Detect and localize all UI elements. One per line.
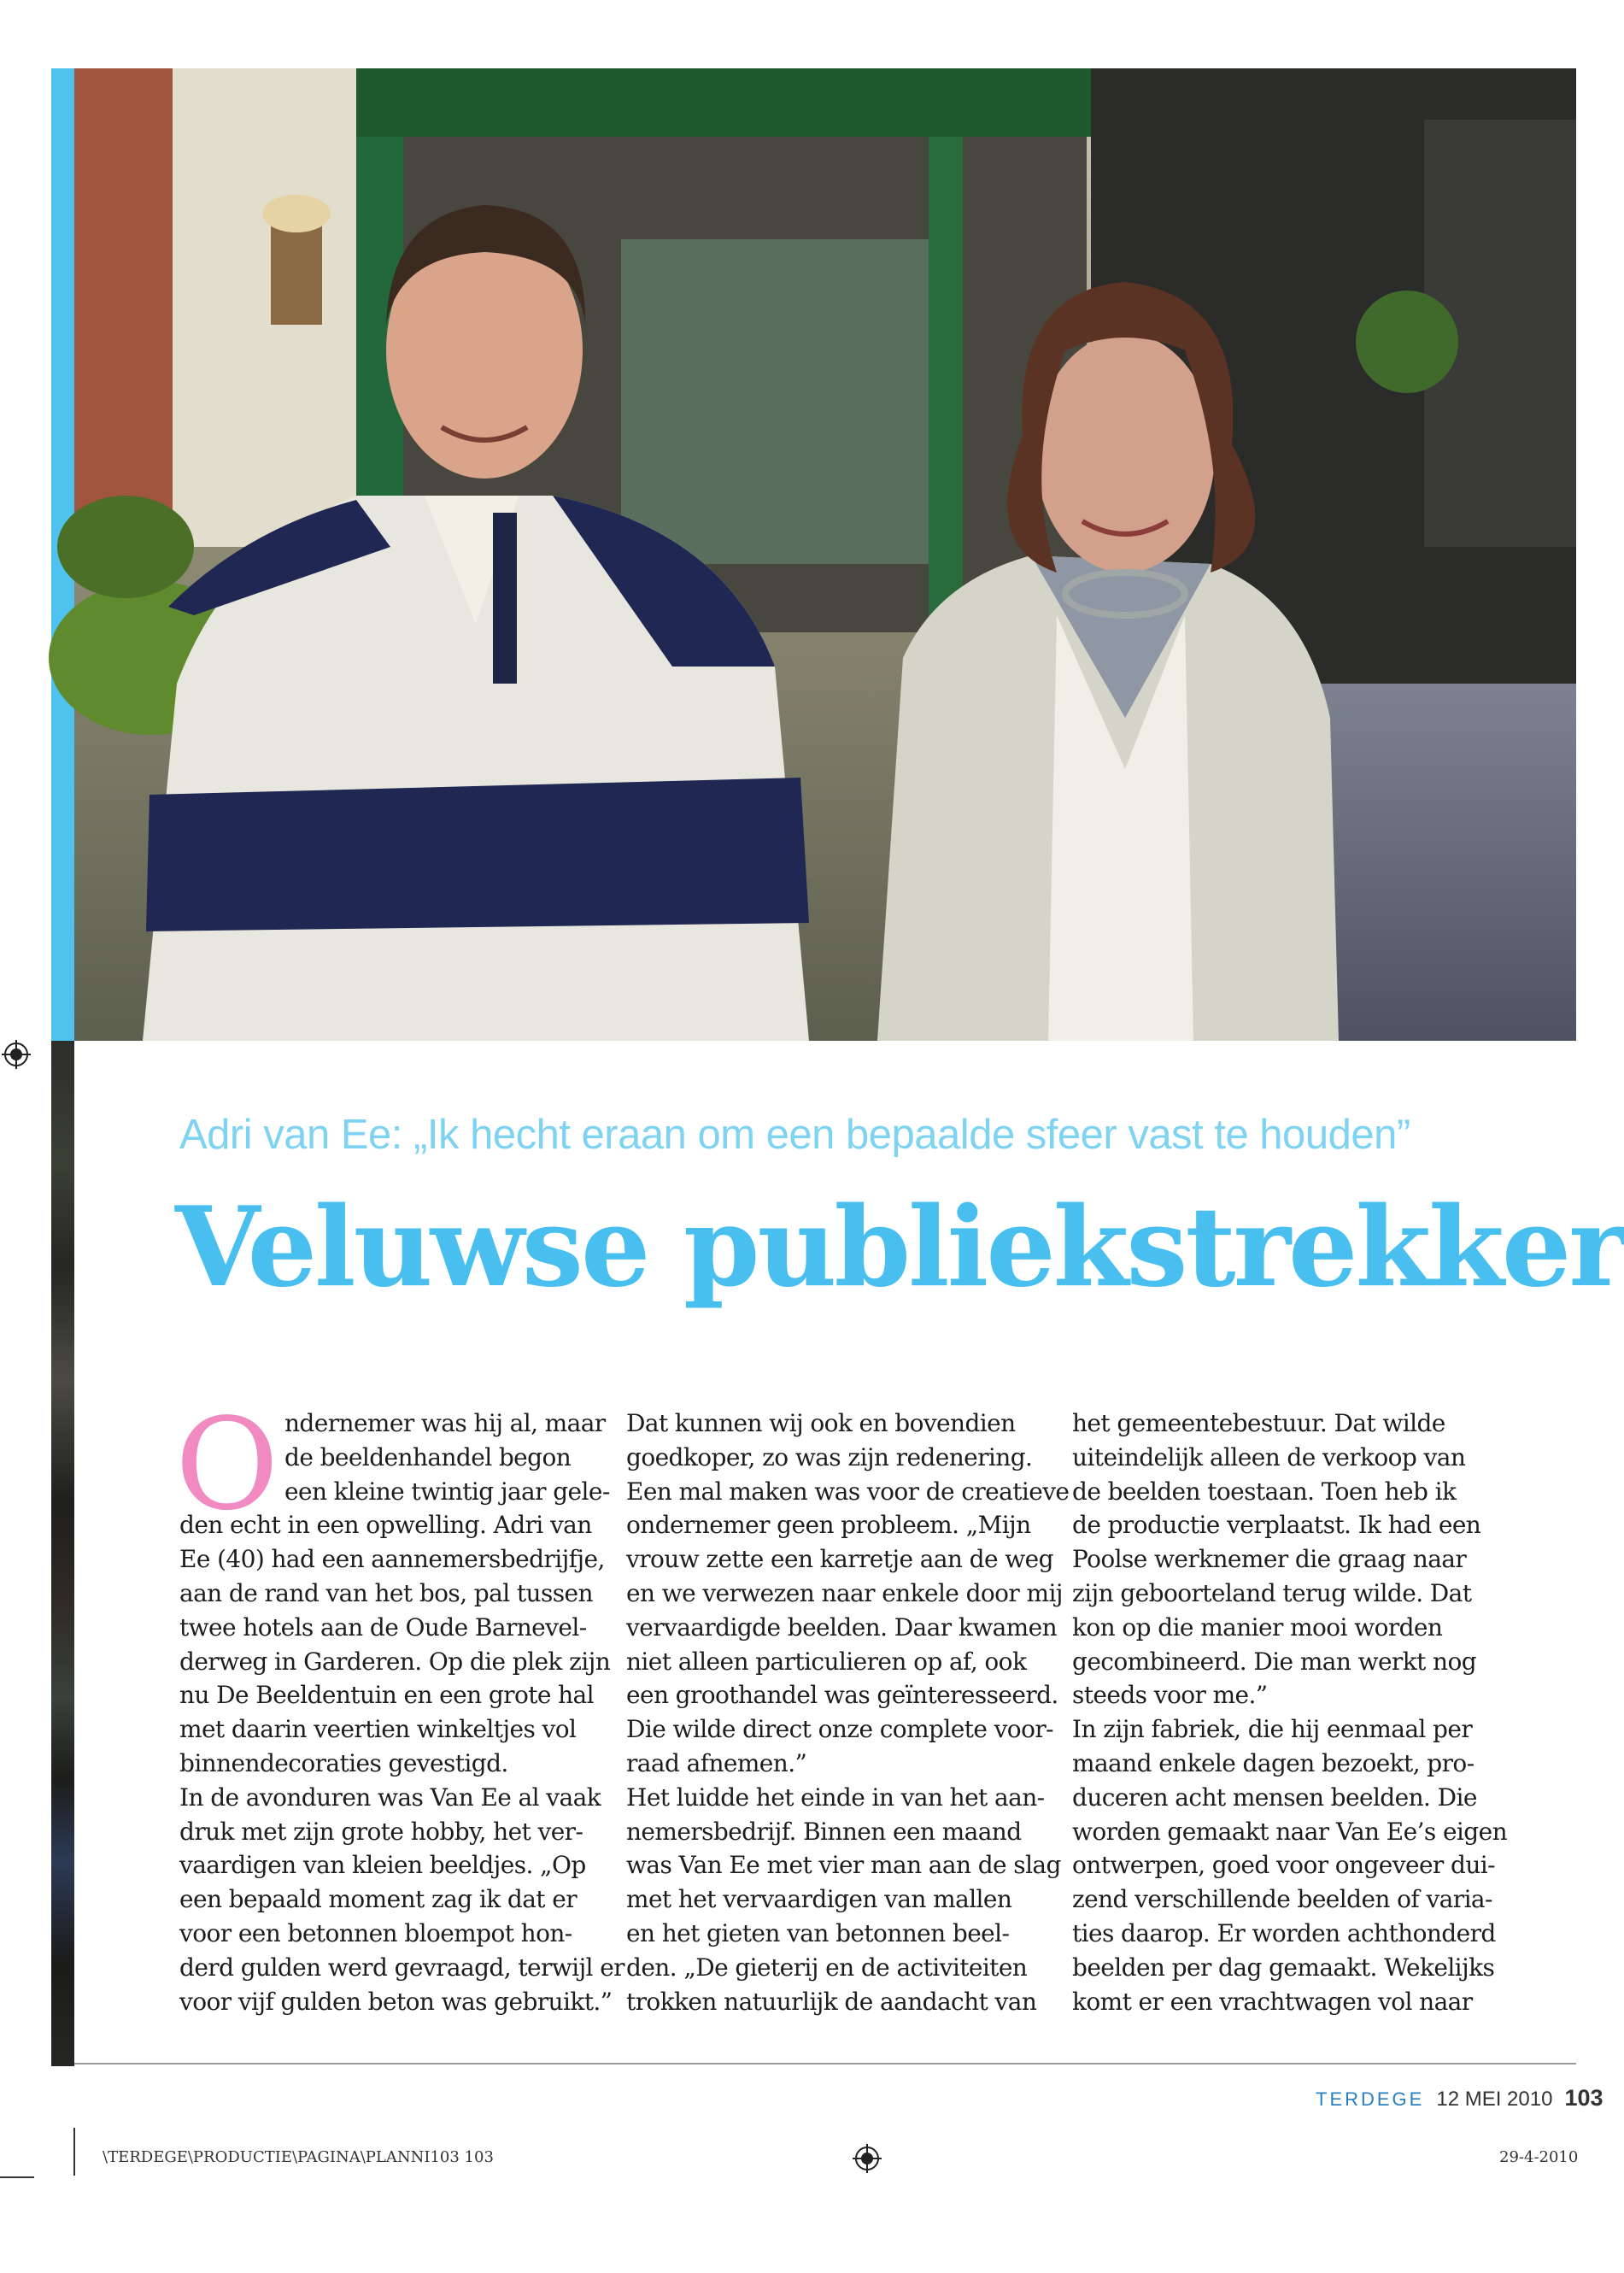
article-column-1 <box>179 1407 624 2018</box>
body-line: de beelden toestaan. Toen heb ik <box>1072 1477 1457 1506</box>
body-line: beelden per dag gemaakt. Wekelijks <box>1072 1953 1495 1982</box>
magazine-brand: TERDEGE <box>1316 2088 1425 2110</box>
body-line: derweg in Garderen. Op die plek zijn <box>179 1647 611 1676</box>
issue-date: 12 MEI 2010 <box>1436 2088 1553 2111</box>
page-number: 103 <box>1564 2085 1603 2111</box>
body-line: was Van Ee met vier man aan de slag <box>626 1851 1061 1880</box>
drop-cap: O <box>175 1391 279 1538</box>
body-line: binnendecoraties gevestigd. <box>179 1748 508 1777</box>
page-footer <box>1316 2085 1603 2111</box>
article-photo <box>74 68 1576 1041</box>
body-line: maand enkele dagen bezoekt, pro- <box>1072 1748 1474 1777</box>
body-line: voor een betonnen bloempot hon- <box>179 1918 572 1947</box>
body-line: komt er een vrachtwagen vol naar <box>1072 1987 1473 2016</box>
article-column-2 <box>626 1407 1070 2018</box>
body-line: den echt in een opwelling. Adri van <box>179 1511 592 1540</box>
body-line: een bepaald moment zag ik dat er <box>179 1885 577 1914</box>
body-line: raad afnemen.” <box>626 1748 807 1777</box>
page-edge-strip-photo <box>51 1041 74 2066</box>
body-line: zend verschillende beelden of varia- <box>1072 1885 1492 1914</box>
body-line: uiteindelijk alleen de verkoop van <box>1072 1442 1466 1471</box>
body-line: vaardigen van kleien beeldjes. „Op <box>179 1851 586 1880</box>
body-line: druk met zijn grote hobby, het ver- <box>179 1817 583 1846</box>
body-line: ties daarop. Er worden achthonderd <box>1072 1918 1496 1947</box>
body-line: vrouw zette een karretje aan de weg <box>626 1545 1053 1574</box>
body-line: een groothandel was geïnteresseerd. <box>626 1681 1058 1710</box>
body-line: twee hotels aan de Oude Barnevel- <box>179 1612 587 1642</box>
article-subtitle: Adri van Ee: „Ik hecht eraan om een bepaalde sfeer vast te houden” <box>179 1112 1410 1158</box>
body-line: ndernemer was hij al, maar <box>284 1409 606 1437</box>
body-line: aan de rand van het bos, pal tussen <box>179 1578 593 1607</box>
article-title: Veluwse publiekstrekker <box>175 1183 1624 1312</box>
body-line: Dat kunnen wij ook en bovendien <box>626 1409 1016 1437</box>
body-line: het gemeentebestuur. Dat wilde <box>1072 1409 1445 1437</box>
body-line: Poolse werknemer die graag naar <box>1072 1545 1467 1574</box>
body-line: een kleine twintig jaar gele- <box>284 1477 610 1506</box>
body-line: voor vijf gulden beton was gebruikt.” <box>179 1987 613 2016</box>
body-line: Ee (40) had een aannemersbedrijfje, <box>179 1545 605 1574</box>
body-line: ontwerpen, goed voor ongeveer dui- <box>1072 1851 1495 1880</box>
photo-of-two-people-icon <box>74 68 1576 1041</box>
crop-mark <box>73 2128 75 2176</box>
print-slug-date: 29-4-2010 <box>1499 2148 1579 2166</box>
crop-mark <box>0 2176 34 2178</box>
article-bottom-rule <box>74 2063 1576 2064</box>
body-line: zijn geboorteland terug wilde. Dat <box>1072 1578 1472 1607</box>
body-line: derd gulden werd gevraagd, terwijl er <box>179 1953 624 1982</box>
body-line: en het gieten van betonnen beel- <box>626 1918 1010 1947</box>
body-line: en we verwezen naar enkele door mij <box>626 1578 1063 1607</box>
body-line: met het vervaardigen van mallen <box>626 1885 1012 1914</box>
body-line: nu De Beeldentuin en een grote hal <box>179 1681 595 1710</box>
print-slug-path: \TERDEGE\PRODUCTIE\PAGINA\PLANNI103 103 <box>103 2148 494 2166</box>
body-line: trokken natuurlijk de aandacht van <box>626 1987 1037 2016</box>
body-line: niet alleen particulieren op af, ook <box>626 1647 1027 1676</box>
body-line: goedkoper, zo was zijn redenering. <box>626 1442 1033 1471</box>
body-line: nemersbedrijf. Binnen een maand <box>626 1817 1022 1846</box>
body-line: vervaardigde beelden. Daar kwamen <box>626 1612 1058 1642</box>
registration-mark-icon <box>853 2144 882 2176</box>
body-line: In de avonduren was Van Ee al vaak <box>179 1783 601 1812</box>
body-line: de productie verplaatst. Ik had een <box>1072 1511 1481 1540</box>
body-line: met daarin veertien winkeltjes vol <box>179 1715 577 1744</box>
body-line: steeds voor me.” <box>1072 1681 1268 1710</box>
body-line: In zijn fabriek, die hij eenmaal per <box>1072 1715 1473 1744</box>
body-line: de beeldenhandel begon <box>284 1442 572 1471</box>
registration-mark-icon <box>2 1040 31 1072</box>
body-line: Een mal maken was voor de creatieve <box>626 1477 1070 1506</box>
body-line: duceren acht mensen beelden. Die <box>1072 1783 1477 1812</box>
body-line: Die wilde direct onze complete voor- <box>626 1715 1053 1744</box>
body-line: gecombineerd. Die man werkt nog <box>1072 1647 1477 1676</box>
body-line: kon op die manier mooi worden <box>1072 1612 1443 1642</box>
body-line: den. „De gieterij en de activiteiten <box>626 1953 1028 1982</box>
body-line: worden gemaakt naar Van Ee’s eigen <box>1072 1817 1508 1846</box>
body-line: Het luidde het einde in van het aan- <box>626 1783 1045 1812</box>
article-column-3 <box>1072 1407 1508 2018</box>
body-line: ondernemer geen probleem. „Mijn <box>626 1511 1031 1540</box>
